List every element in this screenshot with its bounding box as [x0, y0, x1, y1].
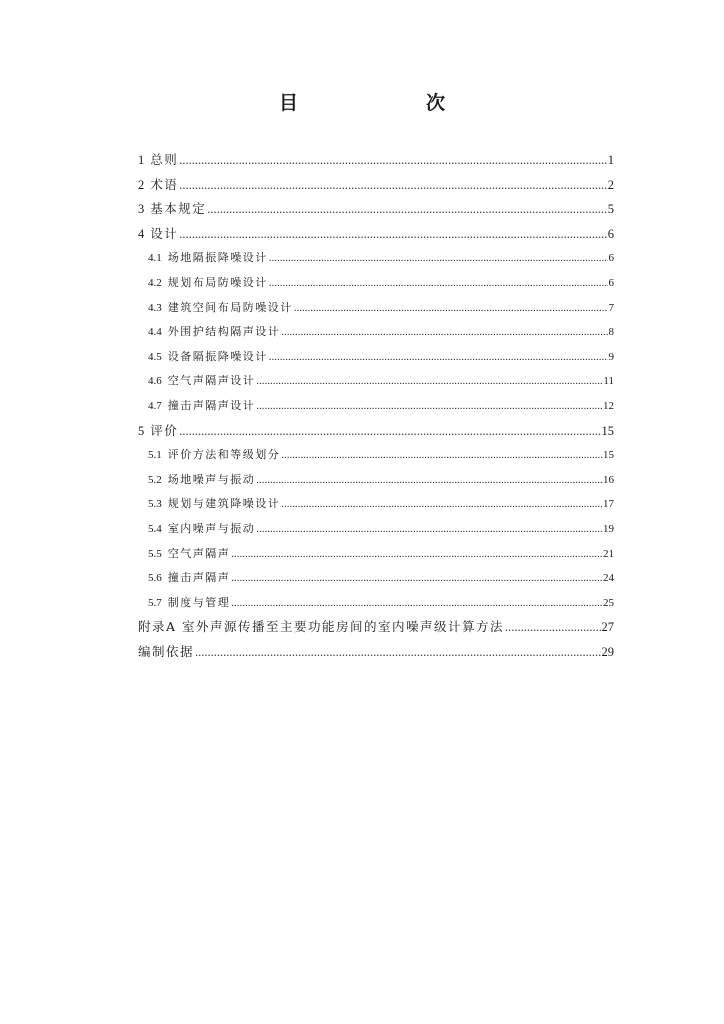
toc-dot-leader: [256, 468, 602, 492]
toc-entry-page: 15: [601, 423, 614, 438]
toc-entry-label: 撞击声隔声: [167, 571, 231, 585]
toc-entry-label: 空气声隔声: [167, 546, 231, 560]
toc-entry[interactable]: [138, 173, 614, 198]
toc-dot-leader: [269, 345, 608, 369]
toc-entry-number: 1: [138, 153, 145, 167]
toc-dot-leader: [281, 443, 602, 467]
toc-entry-label: 外围护结构隔声设计: [167, 325, 281, 339]
toc-entry-page: 6: [608, 276, 614, 289]
toc-entry-label: 撞击声隔声设计: [167, 398, 256, 412]
toc-entry-label: 设备隔振降噪设计: [167, 349, 268, 363]
toc-entry-label: 场地隔振降噪设计: [167, 251, 268, 265]
toc-dot-leader: [179, 222, 606, 246]
toc-entry-page: 27: [601, 620, 614, 635]
toc-entry-page: 8: [608, 326, 614, 339]
toc-dot-leader: [269, 271, 608, 295]
toc-entry-appendix[interactable]: [138, 615, 614, 640]
toc-entry-page: 25: [603, 596, 614, 609]
toc-entry[interactable]: [138, 148, 614, 173]
toc-subentry[interactable]: [138, 443, 614, 468]
toc-dot-leader: [256, 517, 602, 541]
toc-entry-label: 场地噪声与振动: [167, 472, 256, 486]
toc-entry-number: 5.1: [148, 449, 162, 462]
toc-entry-label: 规划与建筑降噪设计: [167, 497, 281, 511]
page-title: 目 次: [278, 92, 475, 114]
toc-entry-page: 6: [607, 226, 614, 241]
toc-entry-page: 7: [608, 301, 614, 314]
toc-entry-number: 4.6: [148, 375, 162, 388]
toc-entry-number: 2: [138, 177, 145, 192]
toc-entry-page: 29: [601, 644, 614, 659]
toc-dot-leader: [179, 148, 606, 172]
toc-dot-leader: [207, 197, 606, 221]
toc-entry-number: 5.3: [148, 498, 162, 511]
toc-entry-number: 5.2: [148, 473, 162, 486]
toc-subentry[interactable]: [138, 492, 614, 517]
toc-entry-label: 规划布局防噪设计: [167, 275, 268, 289]
toc-subentry[interactable]: [138, 542, 614, 567]
toc-subentry[interactable]: [138, 517, 614, 542]
toc-entry-label: 评价: [150, 422, 179, 438]
toc-subentry[interactable]: [138, 296, 614, 321]
toc-subentry[interactable]: [138, 468, 614, 493]
toc-entry-label: 制度与管理: [167, 595, 231, 609]
toc-subentry[interactable]: [138, 369, 614, 394]
toc-entry[interactable]: [138, 222, 614, 247]
toc-dot-leader: [294, 296, 608, 320]
toc-entry-page: 24: [603, 572, 614, 585]
toc-entry-number: 5.4: [148, 522, 162, 535]
toc-dot-leader: [195, 640, 600, 664]
toc-entry-label: 设计: [150, 225, 179, 241]
toc-entry-label: 空气声隔声设计: [167, 374, 256, 388]
toc-subentry[interactable]: [138, 591, 614, 616]
toc-entry[interactable]: [138, 419, 614, 444]
toc-subentry[interactable]: [138, 394, 614, 419]
toc-entry-basis[interactable]: [138, 640, 614, 665]
toc-dot-leader: [231, 542, 602, 566]
toc-entry-page: 15: [603, 449, 614, 462]
toc-entry-number: 5.6: [148, 572, 162, 585]
toc-entry-number: 4: [138, 226, 145, 241]
toc-entry-number: 5.5: [148, 547, 162, 560]
toc-dot-leader: [281, 320, 607, 344]
toc-entry-page: 2: [607, 177, 614, 192]
toc-subentry[interactable]: [138, 566, 614, 591]
toc-dot-leader: [256, 394, 602, 418]
toc-dot-leader: [179, 419, 600, 443]
toc-entry-page: 17: [603, 498, 614, 511]
toc-entry-page: 16: [603, 473, 614, 486]
toc-entry-number: 5.7: [148, 596, 162, 609]
toc-entry-number: 4.7: [148, 399, 162, 412]
toc-entry-page: 6: [608, 252, 614, 265]
toc-entry-number: 3: [138, 202, 145, 217]
toc-entry-number: 5: [138, 423, 145, 438]
toc-entry-number: 4.5: [148, 350, 162, 363]
toc-entry-page: 19: [603, 522, 614, 535]
toc-entry-number: 4.4: [148, 326, 162, 339]
table-of-contents: [138, 148, 614, 664]
toc-entry-label: 附录A 室外声源传播至主要功能房间的室内噪声级计算方法: [138, 619, 505, 635]
toc-entry-label: 评价方法和等级划分: [167, 448, 281, 462]
toc-dot-leader: [231, 591, 602, 615]
toc-dot-leader: [281, 492, 602, 516]
toc-entry-label: 总则: [150, 152, 179, 167]
toc-entry-label: 编制依据: [138, 643, 195, 659]
toc-entry-number: 4.2: [148, 276, 162, 289]
toc-dot-leader: [231, 566, 602, 590]
toc-entry-label: 术语: [150, 176, 179, 192]
toc-subentry[interactable]: [138, 271, 614, 296]
toc-entry[interactable]: [138, 197, 614, 222]
toc-dot-leader: [179, 173, 606, 197]
toc-entry-page: 21: [603, 547, 614, 560]
toc-dot-leader: [505, 615, 600, 639]
toc-entry-label: 室内噪声与振动: [167, 521, 256, 535]
toc-dot-leader: [269, 246, 608, 270]
toc-subentry[interactable]: [138, 246, 614, 271]
toc-entry-page: 9: [608, 350, 614, 363]
toc-entry-label: 建筑空间布局防噪设计: [167, 300, 293, 314]
toc-subentry[interactable]: [138, 320, 614, 345]
toc-entry-page: 1: [607, 153, 614, 167]
toc-entry-label: 基本规定: [150, 201, 207, 217]
toc-subentry[interactable]: [138, 345, 614, 370]
toc-entry-page: 12: [603, 399, 614, 412]
toc-entry-page: 5: [607, 202, 614, 217]
toc-entry-number: 4.1: [148, 252, 162, 265]
toc-entry-page: 11: [603, 375, 614, 388]
toc-dot-leader: [256, 369, 602, 393]
toc-entry-number: 4.3: [148, 301, 162, 314]
